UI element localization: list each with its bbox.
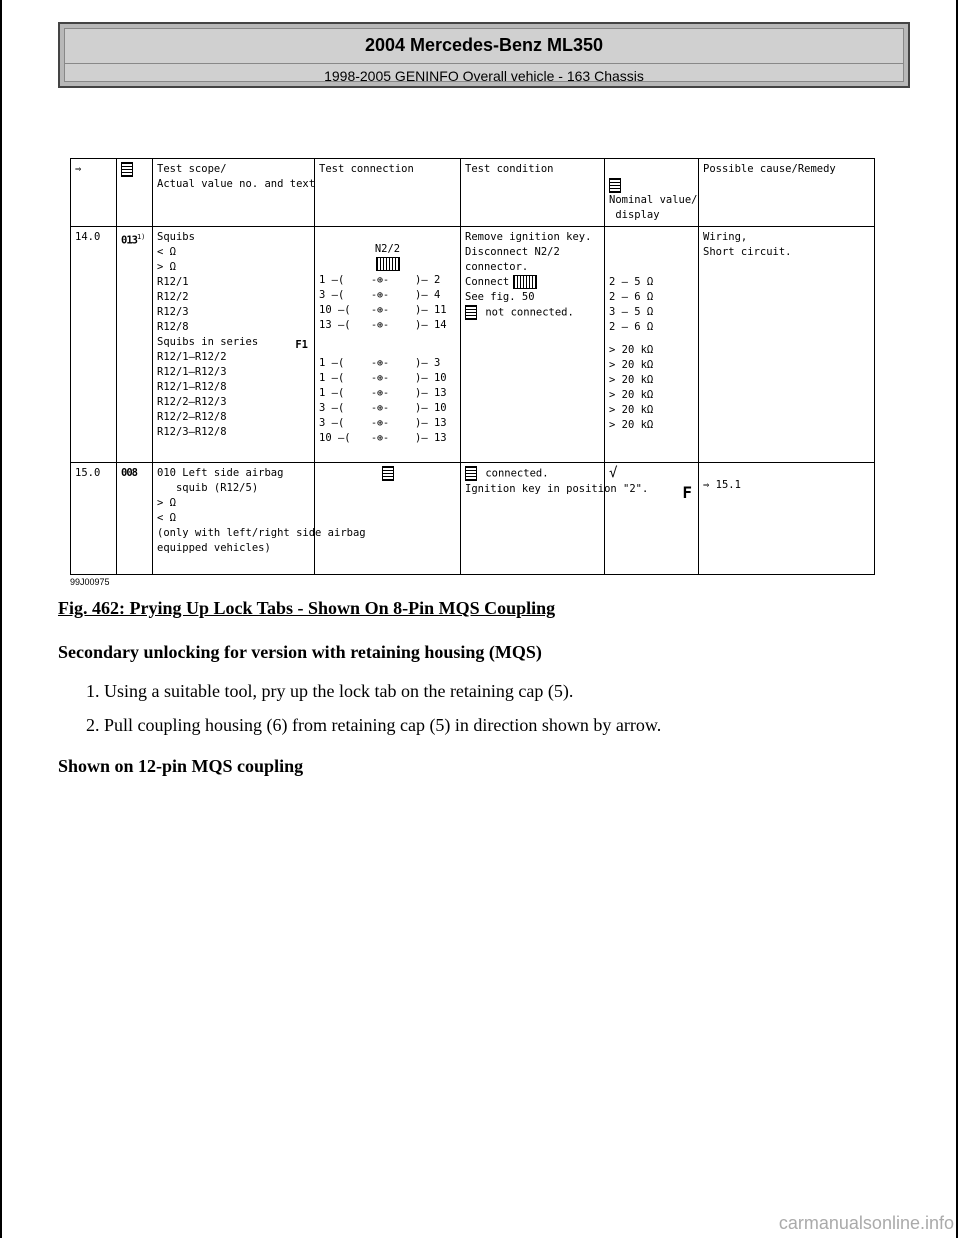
table-row-14 xyxy=(71,227,875,463)
ohmmeter-symbol: -⊕- xyxy=(371,388,390,399)
text-line: > 20 kΩ xyxy=(609,344,654,356)
pin-b: )— 14 xyxy=(415,319,447,331)
text-line: Remove ignition key. xyxy=(465,231,592,243)
watermark: carmanualsonline.info xyxy=(778,1213,954,1233)
col-scope: Test scope/ Actual value no. and text xyxy=(153,159,315,227)
text-line: > 20 kΩ xyxy=(609,359,654,371)
text-line: R12/1–R12/2 xyxy=(157,351,227,363)
text-line: > 20 kΩ xyxy=(609,374,654,386)
section-heading: Secondary unlocking for version with retaining housing (MQS) xyxy=(58,642,542,662)
text-line: > 20 kΩ xyxy=(609,404,654,416)
text-line: R12/1–R12/8 xyxy=(157,381,227,393)
steps-list xyxy=(58,668,924,736)
pin-b: )— 10 xyxy=(415,372,447,384)
test-table-figure xyxy=(70,158,874,587)
figure-id: 99J00975 xyxy=(70,577,110,587)
code-14: 013$^{1)}$ xyxy=(117,227,153,463)
pin-b: )— 11 xyxy=(415,304,447,316)
ohmmeter-symbol: -⊕- xyxy=(371,290,390,301)
connection-row xyxy=(319,318,456,333)
test-table xyxy=(70,158,875,575)
text-line: See fig. 50 xyxy=(465,291,535,303)
col-connection: Test connection xyxy=(315,159,461,227)
ohmmeter-symbol: -⊕- xyxy=(371,320,390,331)
nominal-14 xyxy=(605,227,699,463)
connection-row xyxy=(319,386,456,401)
f-mark: F xyxy=(682,483,692,502)
pin-a: 1 —( xyxy=(319,274,345,286)
connection-row xyxy=(319,371,456,386)
nominal-15 xyxy=(605,463,699,575)
connection-row xyxy=(319,273,456,288)
ohmmeter-symbol: -⊕- xyxy=(371,433,390,444)
pin-a: 1 —( xyxy=(319,372,345,384)
col-arrow: ⇒ xyxy=(71,159,117,227)
text-line: Short circuit. xyxy=(703,246,792,258)
list-item: 1. Using a suitable tool, pry up the lock tab on the retaining cap (5). xyxy=(104,680,924,702)
meter-icon xyxy=(465,305,477,320)
remedy-14 xyxy=(699,227,875,463)
list-item: 2. Pull coupling housing (6) from retaining cap (5) in direction shown by arrow. xyxy=(104,714,924,736)
text-line: R12/2–R12/8 xyxy=(157,411,227,423)
pin-b: )— 13 xyxy=(415,432,447,444)
text-line: connector. xyxy=(465,261,529,273)
text-line: 3 – 5 Ω xyxy=(609,306,654,318)
remedy-15: ⇒ 15.1 xyxy=(699,463,875,575)
condition-14 xyxy=(461,227,605,463)
scope-15 xyxy=(153,463,366,575)
connector-icon xyxy=(513,275,537,289)
pin-a: 3 —( xyxy=(319,289,345,301)
pin-b: )— 13 xyxy=(415,387,447,399)
text-line: > Ω xyxy=(157,497,176,509)
connector-icon xyxy=(376,257,400,271)
connection-15 xyxy=(315,463,461,575)
col-nominal: Nominal value/ display xyxy=(605,159,699,227)
display-icon xyxy=(609,178,621,193)
f1-label: F1 xyxy=(295,339,308,351)
ohmmeter-symbol: -⊕- xyxy=(371,373,390,384)
meter-icon xyxy=(465,466,477,481)
section-heading-2: Shown on 12-pin MQS coupling xyxy=(58,756,304,776)
pin-a: 10 —( xyxy=(319,432,351,444)
text-line: R12/2 xyxy=(157,291,189,303)
pin-b: )— 4 xyxy=(415,289,441,301)
header-title: 2004 Mercedes-Benz ML350 xyxy=(364,35,604,55)
connection-row xyxy=(319,416,456,431)
text-line: R12/3–R12/8 xyxy=(157,426,227,438)
text-line: connected. xyxy=(465,466,600,482)
text-line: 2 – 6 Ω xyxy=(609,321,654,333)
pin-b: )— 10 xyxy=(415,402,447,414)
ohmmeter-symbol: -⊕- xyxy=(371,403,390,414)
connection-14 xyxy=(315,227,461,463)
scope-14 xyxy=(153,227,315,463)
text-line: Wiring, xyxy=(703,231,748,243)
pin-a: 1 —( xyxy=(319,357,345,369)
text-line: < Ω xyxy=(157,512,176,524)
meter-icon xyxy=(382,466,394,481)
connection-row xyxy=(319,401,456,416)
text-line: Connect xyxy=(465,275,600,290)
pin-a: 10 —( xyxy=(319,304,351,316)
step-14: 14.0 xyxy=(71,227,117,463)
text-line: Ignition key in position "2". xyxy=(465,482,649,495)
condition-15 xyxy=(461,463,649,575)
text-line: (only with left/right side airbag xyxy=(157,527,366,539)
text-line: < Ω xyxy=(157,246,176,258)
document-header xyxy=(58,22,910,88)
col-meter xyxy=(117,159,153,227)
text-line: > 20 kΩ xyxy=(609,389,654,401)
meter-icon xyxy=(121,162,133,177)
ohmmeter-symbol: -⊕- xyxy=(371,418,390,429)
text-line: squib (R12/5) xyxy=(157,482,259,494)
ohmmeter-symbol: -⊕- xyxy=(371,305,390,316)
ohmmeter-symbol: -⊕- xyxy=(371,358,390,369)
pin-a: 13 —( xyxy=(319,319,351,331)
text-line: R12/3 xyxy=(157,306,189,318)
pin-b: )— 2 xyxy=(415,274,441,286)
text-line: 010 Left side airbag xyxy=(157,467,284,479)
connection-row xyxy=(319,303,456,318)
header-inner xyxy=(64,28,904,82)
n22-label: N2/2 xyxy=(374,243,401,255)
code-15: 008 xyxy=(117,463,153,575)
header-subtitle: 1998-2005 GENINFO Overall vehicle - 163 Chassis xyxy=(65,63,903,84)
pin-a: 3 —( xyxy=(319,402,345,414)
connection-row xyxy=(319,288,456,303)
text-line: > Ω xyxy=(157,261,176,273)
text-line: R12/1 xyxy=(157,276,189,288)
ohmmeter-symbol: -⊕- xyxy=(371,275,390,286)
col-condition: Test condition xyxy=(461,159,605,227)
pin-b: )— 3 xyxy=(415,357,441,369)
text-line: Squibs in series xyxy=(157,336,259,348)
connection-row xyxy=(319,356,456,371)
figure-caption: Fig. 462: Prying Up Lock Tabs - Shown On 8-Pin MQS Coupling xyxy=(58,598,556,618)
col-remedy: Possible cause/Remedy xyxy=(699,159,875,227)
text-line: equipped vehicles) xyxy=(157,542,271,554)
text-line: 2 – 6 Ω xyxy=(609,291,654,303)
check-mark: √ xyxy=(609,465,618,481)
pin-b: )— 13 xyxy=(415,417,447,429)
text-line: Disconnect N2/2 xyxy=(465,246,560,258)
pin-a: 1 —( xyxy=(319,387,345,399)
text-line: Squibs xyxy=(157,231,195,243)
text-line: not connected. xyxy=(465,305,600,321)
step-15: 15.0 xyxy=(71,463,117,575)
table-row-15 xyxy=(71,463,875,575)
connection-row xyxy=(319,431,456,446)
table-header-row xyxy=(71,159,875,227)
text-line: R12/1–R12/3 xyxy=(157,366,227,378)
text-line: > 20 kΩ xyxy=(609,419,654,431)
text-line: R12/2–R12/3 xyxy=(157,396,227,408)
text-line: R12/8 xyxy=(157,321,189,333)
text-line: 2 – 5 Ω xyxy=(609,276,654,288)
pin-a: 3 —( xyxy=(319,417,345,429)
